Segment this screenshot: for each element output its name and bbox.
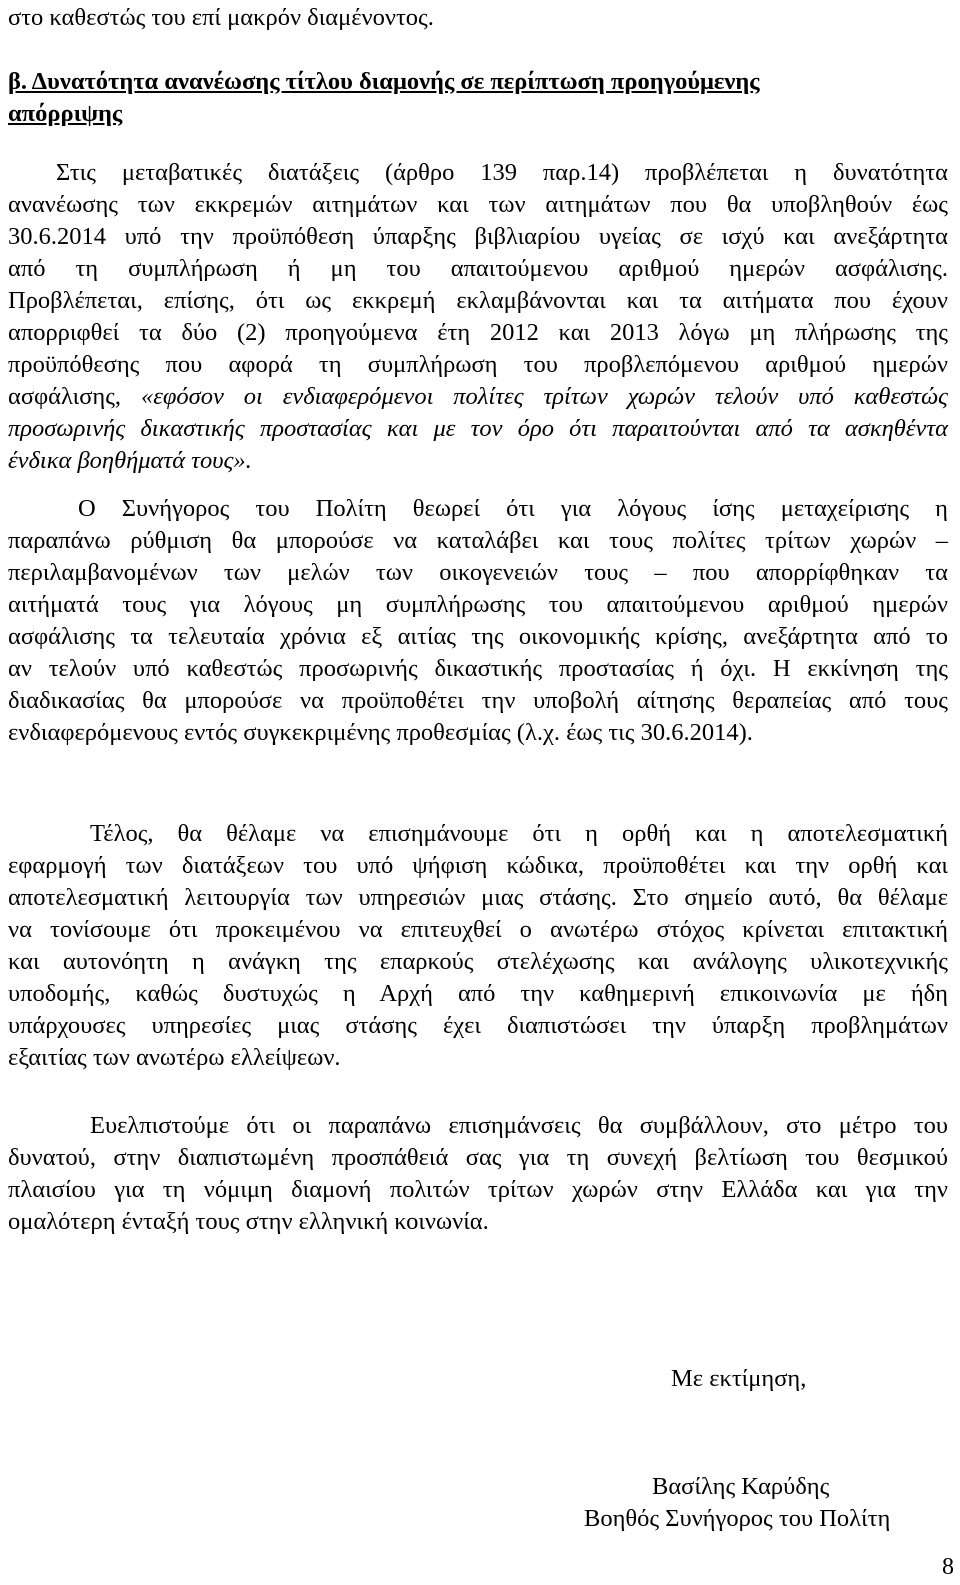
intro-line-block: [8, 2, 948, 34]
text-line: αποτελεσματική λειτουργία των υπηρεσιών μιας στάσης. Στο σημείο αυτό, θα θέλαμε: [8, 884, 948, 911]
closing-salutation: Με εκτίμηση,: [671, 1365, 807, 1392]
quoted-text-line: προσωρινής δικαστικής προστασίας και με τον όρο ότι παραιτούνται από τα ασκηθέντα: [8, 415, 948, 442]
text-line: να τονίσουμε ότι προκειμένου να επιτευχθεί ο ανωτέρω στόχος κρίνεται επιτακτική: [8, 916, 948, 943]
text-line: περιλαμβανομένων των μελών των οικογενειών τους – που απορρίφθηκαν τα: [8, 559, 948, 586]
section-heading: [8, 66, 948, 130]
text-line: Ο Συνήγορος του Πολίτη θεωρεί ότι για λόγους ίσης μεταχείρισης η: [78, 495, 948, 522]
text-line: αν τελούν υπό καθεστώς προσωρινής δικαστικής προστασίας ή όχι. Η εκκίνηση της: [8, 655, 948, 682]
text-line: προϋπόθεσης που αφορά τη συμπλήρωση του προβλεπόμενου αριθμού ημερών: [8, 351, 948, 378]
text-line: [8, 381, 948, 413]
text-line: παραπάνω ρύθμιση θα μπορούσε να καταλάβει και τους πολίτες τρίτων χωρών –: [8, 527, 948, 554]
text-line: αιτήματά τους για λόγους μη συμπλήρωσης του απαιτούμενου αριθμού ημερών: [8, 591, 948, 618]
text-line: από τη συμπλήρωση ή μη του απαιτούμενου αριθμού ημερών ασφάλισης.: [8, 255, 948, 282]
signatory-name: Βασίλης Καρύδης: [652, 1473, 830, 1500]
quoted-text: «εφόσον οι ενδιαφερόμενοι πολίτες τρίτων χωρών τελούν υπό καθεστώς: [140, 383, 948, 410]
text-line: Ευελπιστούμε ότι οι παραπάνω επισημάνσεις θα συμβάλλουν, στο μέτρο του: [90, 1112, 948, 1139]
text-line: υποδομής, καθώς δυστυχώς η Αρχή από την καθημερινή επικοινωνία με ήδη: [8, 980, 948, 1007]
text-line: δυνατού, στην διαπιστωμένη προσπάθειά σας για τη συνεχή βελτίωση του θεσμικού: [8, 1144, 948, 1171]
paragraph-closing-remarks: [8, 1110, 948, 1238]
text-line: ομαλότερη ένταξή τους στην ελληνική κοινωνία.: [8, 1208, 489, 1235]
heading-line: β. Δυνατότητα ανανέωσης τίτλου διαμονής σε περίπτωση προηγούμενης: [8, 68, 760, 95]
text-line: Τέλος, θα θέλαμε να επισημάνουμε ότι η ορθή και η αποτελεσματική: [90, 820, 948, 847]
text-segment: ασφάλισης,: [8, 383, 141, 410]
text-line: διαδικασίας θα μπορούσε να προϋποθέτει την υποβολή αίτησης θεραπείας από τους: [8, 687, 948, 714]
quoted-text-line: ένδικα βοηθήματά τους».: [8, 447, 252, 474]
text-line: Στις μεταβατικές διατάξεις (άρθρο 139 παρ.14) προβλέπεται η δυνατότητα: [56, 159, 948, 186]
text-line: εφαρμογή των διατάξεων του υπό ψήφιση κώδικα, προϋποθέτει και την ορθή και: [8, 852, 948, 879]
text-line: ενδιαφερόμενους εντός συγκεκριμένης προθεσμίας (λ.χ. έως τις 30.6.2014).: [8, 719, 753, 746]
text-line: 30.6.2014 υπό την προϋπόθεση ύπαρξης βιβλιαρίου υγείας σε ισχύ και ανεξάρτητα: [8, 223, 948, 250]
text-line: πλαισίου για τη νόμιμη διαμονή πολιτών τρίτων χωρών στην Ελλάδα και για την: [8, 1176, 948, 1203]
paragraph-one-stop-shops: [8, 818, 948, 1074]
text-line: στο καθεστώς του επί μακρόν διαμένοντος.: [8, 4, 434, 31]
text-line: Προβλέπεται, επίσης, ότι ως εκκρεμή εκλαμβάνονται και τα αιτήματα που έχουν: [8, 287, 948, 314]
paragraph-transitional-provisions: [8, 157, 948, 477]
text-line: υπάρχουσες υπηρεσίες μιας στάσης έχει διαπιστώσει την ύπαρξη προβλημάτων: [8, 1012, 948, 1039]
text-line: απορριφθεί τα δύο (2) προηγούμενα έτη 2012 και 2013 λόγω μη πλήρωσης της: [8, 319, 948, 346]
text-line: εξαιτίας των ανωτέρω ελλείψεων.: [8, 1044, 341, 1071]
text-line: ασφάλισης τα τελευταία χρόνια εξ αιτίας της οικονομικής κρίσης, ανεξάρτητα από το: [8, 623, 948, 650]
page-number: 8: [942, 1554, 954, 1580]
paragraph-ombudsman-opinion: [8, 493, 948, 749]
text-line: και αυτονόητη η ανάγκη της επαρκούς στελέχωσης και ανάλογης υλικοτεχνικής: [8, 948, 948, 975]
text-line: ανανέωσης των εκκρεμών αιτημάτων και των αιτημάτων που θα υποβληθούν έως: [8, 191, 948, 218]
heading-line: απόρριψης: [8, 100, 123, 127]
signatory-title: Βοηθός Συνήγορος του Πολίτη: [584, 1505, 891, 1532]
